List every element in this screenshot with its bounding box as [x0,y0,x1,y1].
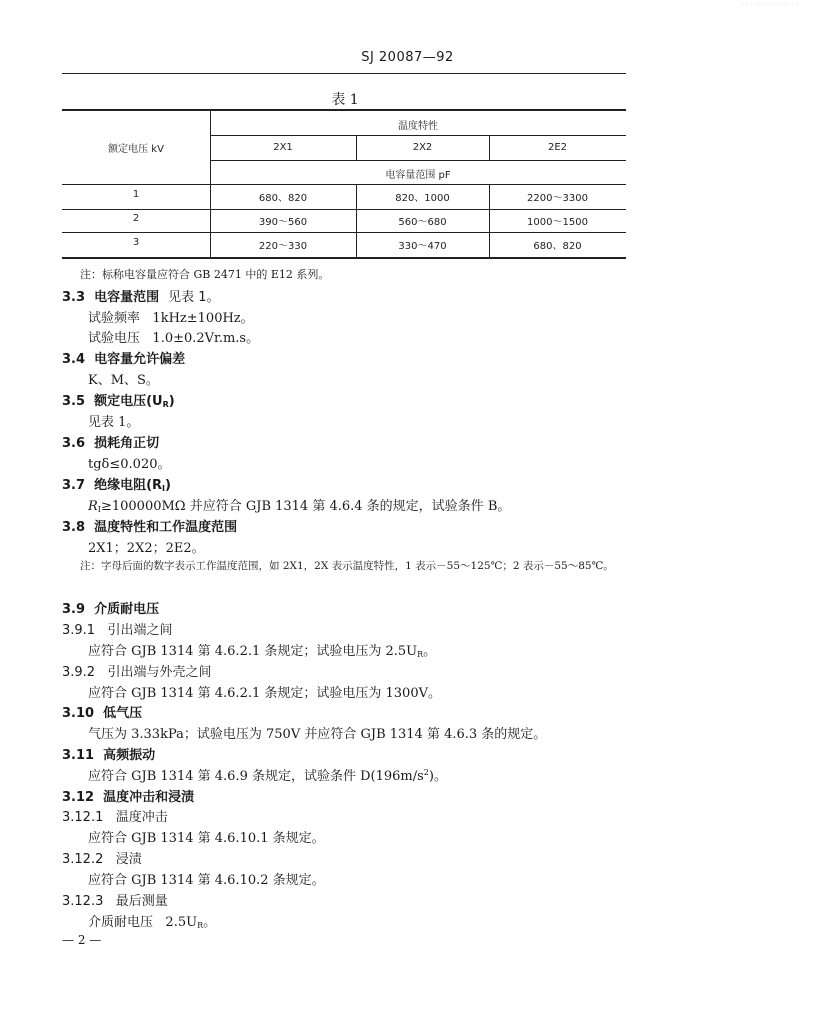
section-number: 3.9.1 [62,623,96,638]
section-3-7-heading [62,474,171,493]
table-cell: 560～680 [398,217,447,228]
temp-char-header: 温度特性 [398,121,438,132]
section-title-end: ) [168,394,175,409]
section-3-4-heading [62,348,185,367]
section-number: 3.4 [62,352,86,367]
section-text: 应符合 GJB 1314 第 4.6.10.1 条规定。 [88,831,325,846]
section-number: 3.12.1 [62,810,104,825]
section-title: 温度特性和工作温度范围 [94,520,238,535]
section-3-12-heading [62,786,194,805]
section-title: 温度冲击 [115,810,168,825]
type-header: 2X1 [273,142,293,153]
section-number: 3.3 [62,290,86,305]
table-rule [210,135,626,136]
section-3-11-heading [62,744,155,763]
section-3-9-heading [62,598,159,617]
section-title: 电容量允许偏差 [94,352,186,367]
section-number: 3.11 [62,748,95,763]
section-text: 气压为 3.33kPa；试验电压为 750V 并应符合 GJB 1314 第 4.6.3 条的规定。 [88,727,547,742]
section-title: 额定电压(U [94,394,163,409]
section-text: 应符合 GJB 1314 第 4.6.10.2 条规定。 [88,873,325,888]
section-text [88,495,510,514]
table-caption: 表 1 [331,92,359,108]
section-title: 最后测量 [115,894,168,909]
section-number: 3.7 [62,478,86,493]
type-header: 2X2 [412,142,433,153]
section-number: 3.5 [62,394,86,409]
section-number: 3.10 [62,706,95,721]
section-title: 绝缘电阻(R [94,478,163,493]
table-cell: 680、820 [258,193,308,204]
section-title: 低气压 [103,706,143,721]
value: 1.0±0.2Vr.m.s。 [152,331,260,346]
section-title: 电容量范围 [94,290,160,305]
section-3-8-heading [62,516,237,535]
cap-range-header: 电容量范围 pF [385,170,451,181]
section-text: 2X1；2X2；2E2。 [88,541,205,556]
section-3-10-heading [62,702,142,721]
section-3-6-heading [62,432,159,451]
table-cell: 390～560 [258,217,308,228]
text: 应符合 GJB 1314 第 4.6.2.1 条规定；试验电压为 2.5U [88,644,418,659]
table-cell-voltage: 1 [132,189,140,200]
table-cell-voltage: 2 [132,213,140,224]
subscript: R [417,650,424,659]
section-note: 注：字母后面的数字表示工作温度范围，如 2X1，2X 表示温度特性，1 表示－55～125℃；2 表示－55～85℃。 [80,560,614,572]
page-number: — 2 — [62,933,102,947]
section-title: 介质耐电压 [94,602,160,617]
rated-voltage-header: 额定电压 kV [108,144,164,155]
section-text: tgδ≤0.020。 [88,457,171,472]
section-number: 3.12.3 [62,894,104,909]
text: 应符合 GJB 1314 第 4.6.9 条规定，试验条件 D(196m/s [88,769,424,784]
text: ≥100000MΩ 并应符合 GJB 1314 第 4.6.4 条的规定，试验条件 B。 [100,499,511,514]
table-rule [210,160,626,161]
section-title-end: ) [165,478,171,493]
section-title: 温度冲击和浸渍 [103,790,195,805]
table-col-rule [210,110,211,258]
table-cell: 820、1000 [395,193,450,204]
section-text: 见表 1。 [88,415,140,430]
table-cell: 1000～1500 [527,217,588,228]
section-number: 3.9 [62,602,86,617]
table-rule [62,232,626,233]
section-3-12-1-heading [62,806,168,825]
section-title: 损耗角正切 [94,436,160,451]
section-number: 3.12 [62,790,95,805]
table-rule [62,209,626,210]
section-title: 浸渍 [115,852,142,867]
section-title: 引出端与外壳之间 [107,665,212,680]
table-top-rule [62,109,626,111]
section-title: 高频振动 [103,748,156,763]
test-voltage [88,327,259,346]
section-3-3-heading [62,286,220,305]
section-3-12-2-heading [62,848,142,867]
section-3-9-2-heading [62,661,212,680]
corner-marks: · · · · · · · · · · · · · · [742,2,799,8]
section-text: 应符合 GJB 1314 第 4.6.2.1 条规定；试验电压为 1300V。 [88,686,441,701]
label: 试验频率 [88,311,141,326]
label: 介质耐电压 [88,915,154,930]
type-header: 2E2 [547,142,568,153]
text-end: 。 [203,915,217,930]
section-3-12-3-heading [62,890,168,909]
text-end: )。 [428,769,447,784]
test-frequency [88,307,254,326]
section-text [88,911,216,930]
section-text: K、M、S。 [88,373,159,388]
table-bottom-rule [62,257,626,259]
section-text [88,640,436,659]
section-3-9-1-heading [62,619,173,638]
subscript: R [162,400,169,409]
section-number: 3.6 [62,436,86,451]
document-code: SJ 20087—92 [361,50,454,65]
header-rule [62,73,626,74]
table-note: 注：标称电容量应符合 GB 2471 中的 E12 系列。 [80,268,330,281]
section-3-5-heading [62,390,175,409]
value: 1kHz±100Hz。 [152,311,254,326]
subscript: R [197,921,204,930]
label: 试验电压 [88,331,141,346]
section-ref: 见表 1。 [168,290,220,305]
section-number: 3.9.2 [62,665,96,680]
table-cell: 220～330 [258,241,308,252]
section-text [88,765,447,784]
section-number: 3.8 [62,520,86,535]
table-cell-voltage: 3 [132,237,140,248]
text-end: 。 [423,644,437,659]
section-title: 引出端之间 [107,623,173,638]
section-number: 3.12.2 [62,852,104,867]
value: 2.5U [165,915,198,930]
table-rule [62,184,626,185]
table-cell: 2200～3300 [527,193,588,204]
table-cell: 680、820 [533,241,582,252]
table-cell: 330～470 [398,241,447,252]
superscript: 2 [423,768,429,777]
subscript: I [97,505,101,514]
subscript: I [162,484,166,493]
symbol: R [88,499,98,514]
